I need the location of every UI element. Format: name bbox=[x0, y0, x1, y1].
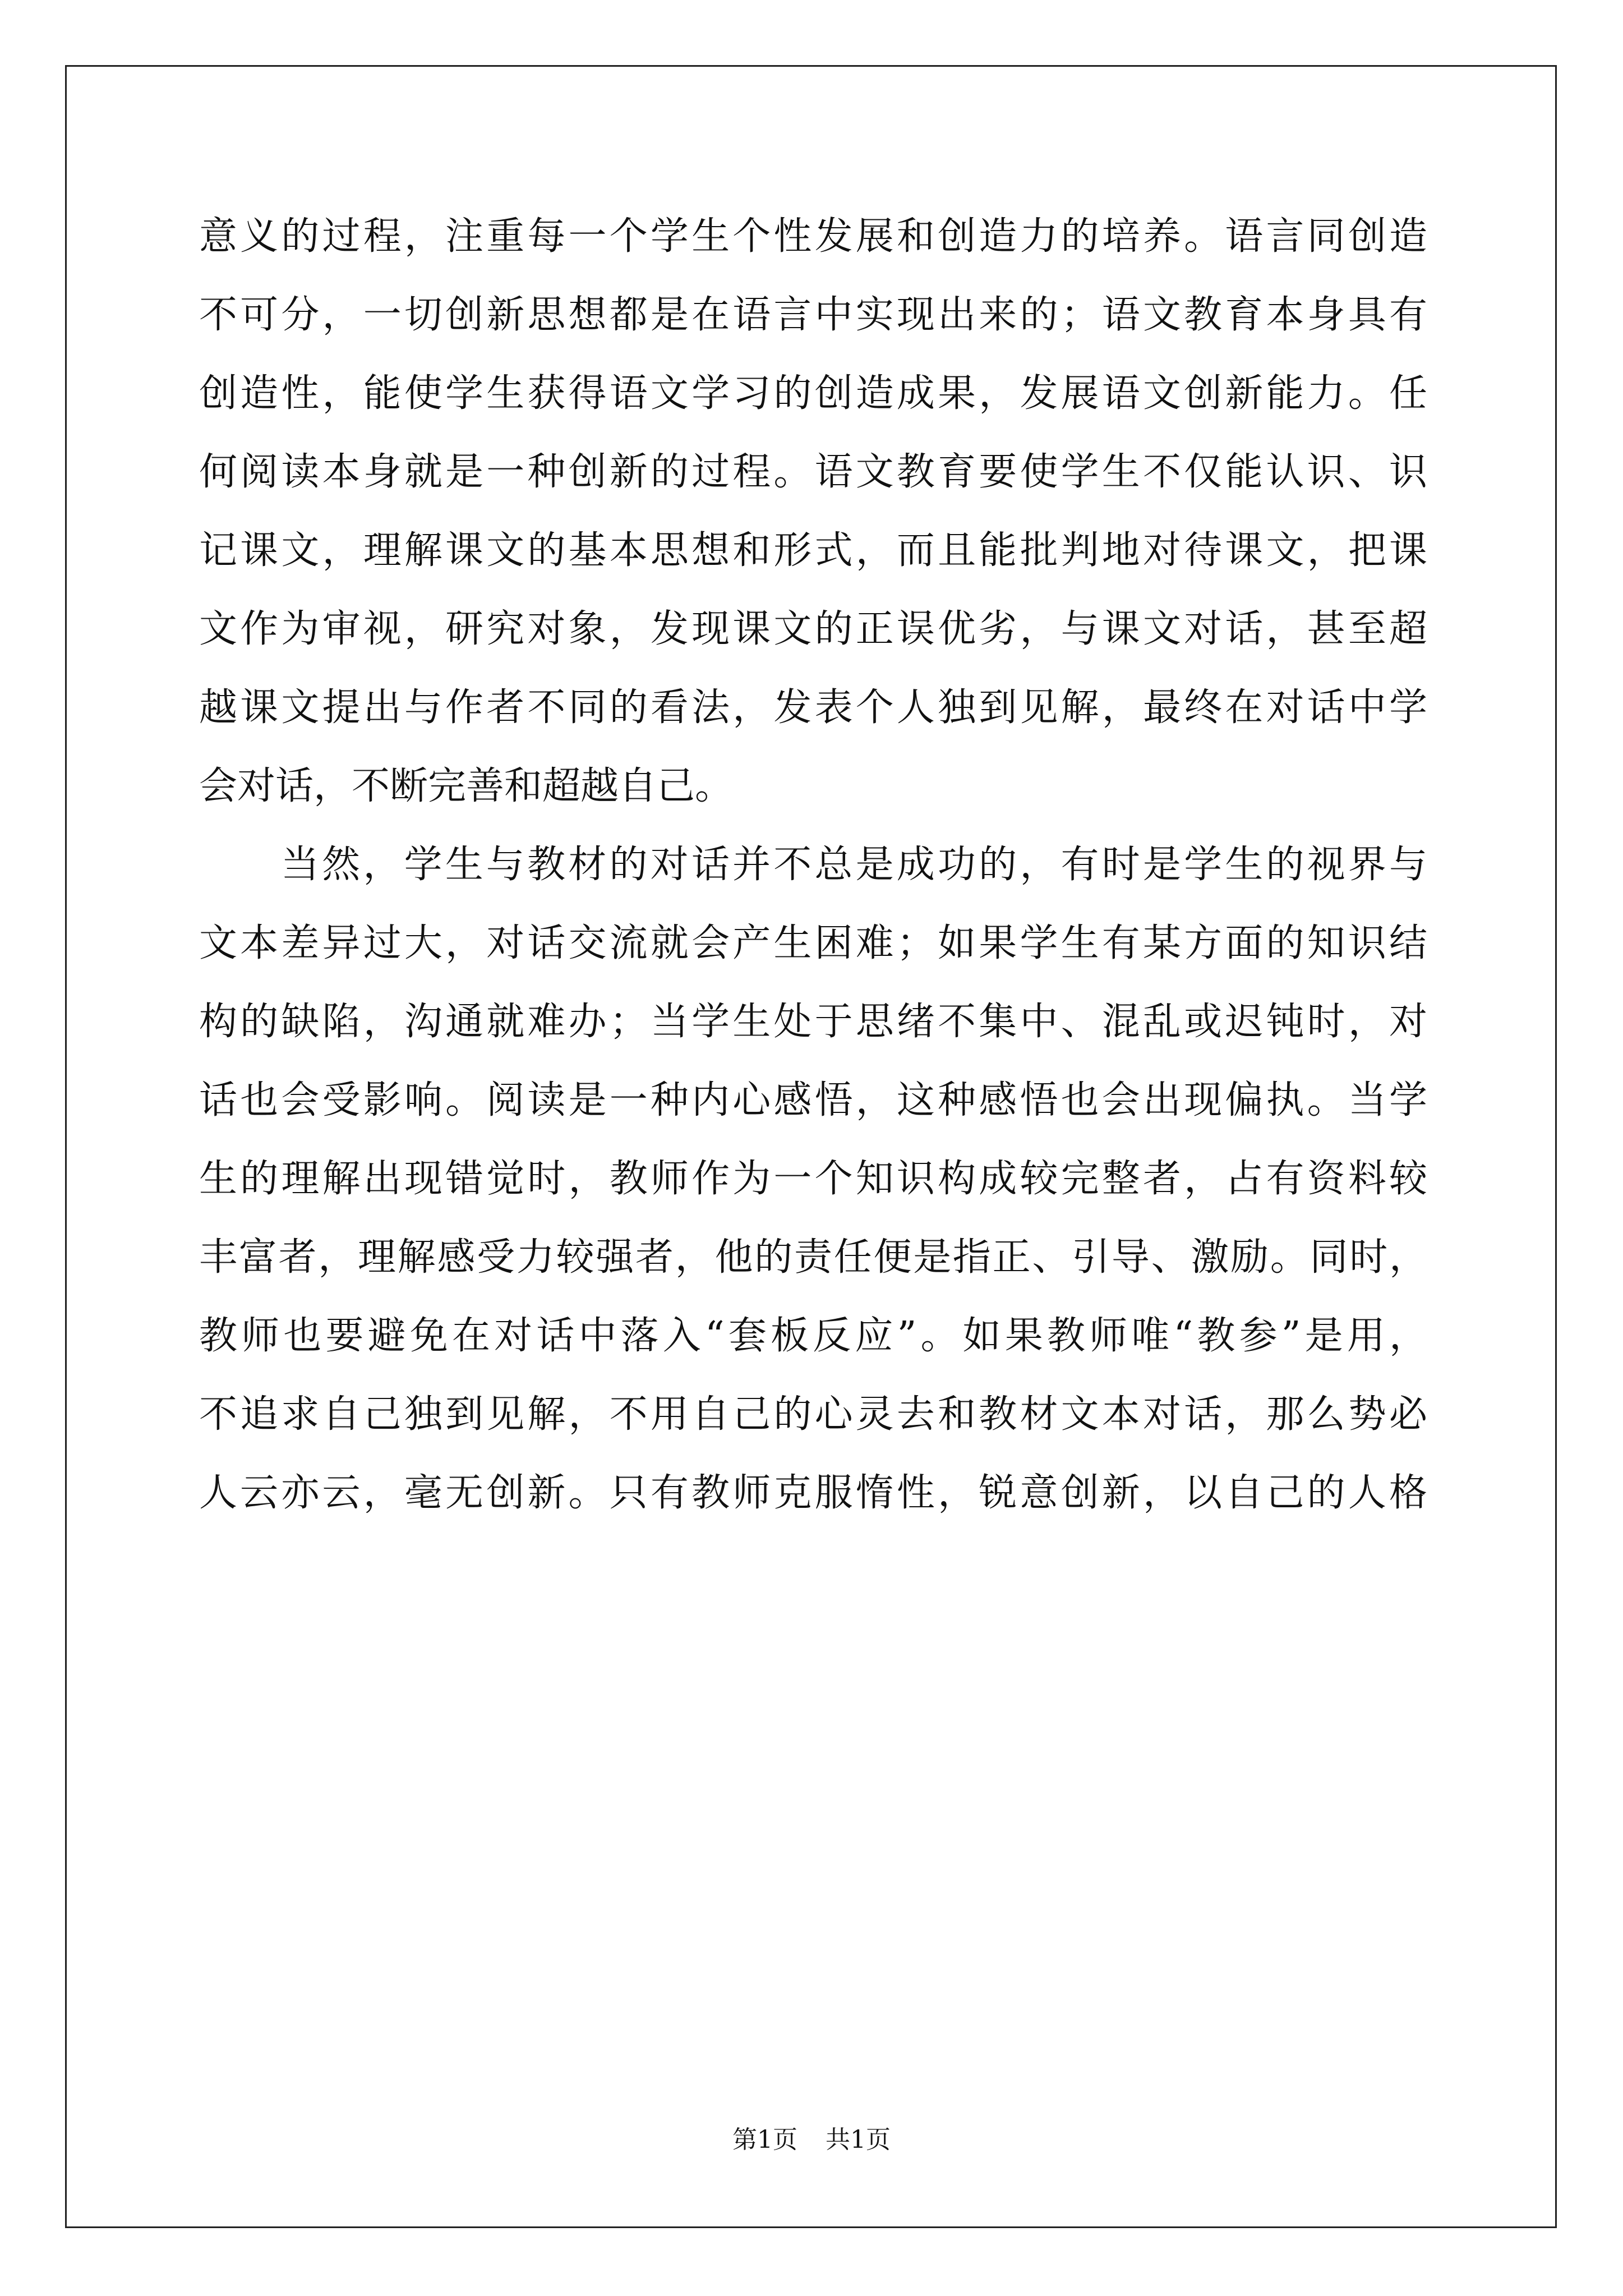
page-number: 第1页 bbox=[732, 2125, 797, 2154]
text-line: 生的理解出现错觉时，教师作为一个知识构成较完整者，占有资料较 bbox=[199, 1157, 1427, 1201]
text-line: 会对话，不断完善和超越自己。 bbox=[199, 764, 734, 808]
text-line: 不追求自己独到见解，不用自己的心灵去和教材文本对话，那么势必 bbox=[199, 1392, 1427, 1437]
text-line: 何阅读本身就是一种创新的过程。语文教育要使学生不仅能认识、识 bbox=[199, 450, 1427, 494]
text-line: 记课文，理解课文的基本思想和形式，而且能批判地对待课文，把课 bbox=[199, 528, 1427, 573]
text-line: 丰富者，理解感受力较强者，他的责任便是指正、引导、激励。同时， bbox=[199, 1235, 1427, 1280]
page-total: 共1页 bbox=[826, 2125, 891, 2154]
text-line: 创造性，能使学生获得语文学习的创造成果，发展语文创新能力。任 bbox=[199, 371, 1427, 416]
text-line: 不可分，一切创新思想都是在语言中实现出来的；语文教育本身具有 bbox=[199, 293, 1427, 337]
page-footer bbox=[0, 2123, 1623, 2157]
paragraph-first-line: 当然，学生与教材的对话并不总是成功的，有时是学生的视界与 bbox=[281, 843, 1427, 887]
text-line: 越课文提出与作者不同的看法，发表个人独到见解，最终在对话中学 bbox=[199, 685, 1427, 730]
text-line: 文作为审视，研究对象，发现课文的正误优劣，与课文对话，甚至超 bbox=[199, 607, 1427, 651]
text-line: 意义的过程，注重每一个学生个性发展和创造力的培养。语言同创造 bbox=[199, 214, 1427, 259]
text-line: 话也会受影响。阅读是一种内心感悟，这种感悟也会出现偏执。当学 bbox=[199, 1078, 1427, 1122]
text-line: 人云亦云，毫无创新。只有教师克服惰性，锐意创新，以自己的人格 bbox=[199, 1471, 1427, 1515]
text-line: 教师也要避免在对话中落入“套板反应”。如果教师唯“教参”是用， bbox=[199, 1314, 1427, 1358]
text-line: 文本差异过大，对话交流就会产生困难；如果学生有某方面的知识结 bbox=[199, 921, 1427, 965]
text-line: 构的缺陷，沟通就难办；当学生处于思绪不集中、混乱或迟钝时，对 bbox=[199, 1000, 1427, 1044]
